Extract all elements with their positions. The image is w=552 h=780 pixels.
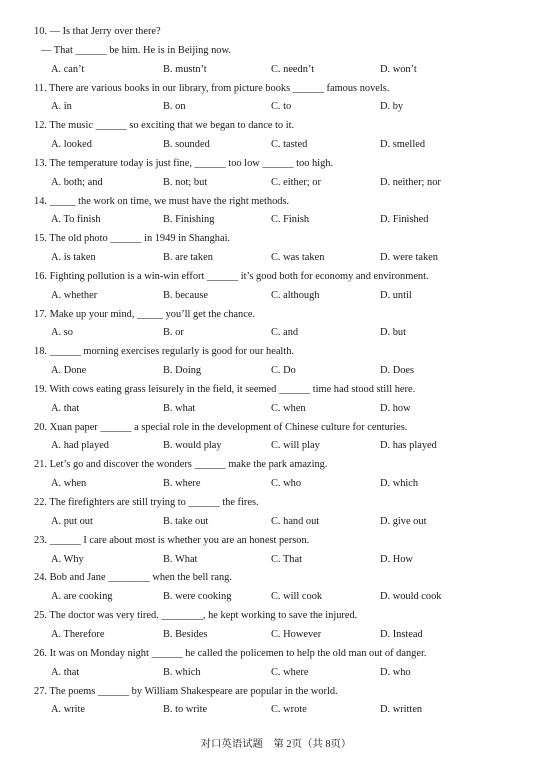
question-stem: 12. The music ______ so exciting that we began to dance to it. [34,120,295,132]
option-a: A. whether [51,289,98,301]
option-row [34,627,534,646]
option-a: A. put out [51,515,93,527]
question-23 [34,533,534,571]
option-c: C. who [271,478,302,490]
question-stem: 16. Fighting pollution is a win-win effort ______ it’s good both for economy and environment. [34,270,429,282]
option-b: B. Doing [163,365,202,377]
option-a: A. To finish [51,214,101,226]
option-row [34,175,534,194]
question-22 [34,495,534,533]
option-b: B. to write [163,704,208,716]
option-row [34,438,534,457]
question-stem: 17. Make up your mind, _____ you’ll get the chance. [34,308,256,320]
option-c: C. will cook [271,591,323,603]
option-d: D. smelled [380,138,426,150]
option-b: B. not; but [163,176,208,188]
option-b: B. are taken [163,252,213,264]
option-a: A. both; and [51,176,103,188]
question-13 [34,156,534,194]
option-c: C. either; or [271,176,321,188]
option-b: B. where [163,478,201,490]
option-c: C. hand out [271,515,320,527]
option-c: C. However [271,628,322,640]
option-a: A. are cooking [51,591,113,603]
option-row [34,702,534,721]
option-d: D. How [380,553,413,565]
option-c: C. tasted [271,138,308,150]
option-d: D. how [380,402,411,414]
option-d: D. Instead [380,628,423,640]
option-c: C. to [271,101,292,113]
question-26 [34,646,534,684]
question-stem: 15. The old photo ______ in 1949 in Shanghai. [34,233,231,245]
option-row [34,514,534,533]
option-row [34,401,534,420]
option-a: A. had played [51,440,109,452]
question-10 [34,24,534,81]
option-b: B. sounded [163,138,210,150]
option-a: A. that [51,402,80,414]
option-c: C. where [271,666,309,678]
question-stem: 19. With cows eating grass leisurely in the field, it seemed ______ time had stood still here. [34,384,416,395]
option-a: A. so [51,327,73,339]
question-15 [34,231,534,269]
option-b: B. Besides [163,628,208,640]
option-b: B. which [163,666,201,678]
option-a: A. is taken [51,252,96,264]
option-c: C. needn’t [271,63,315,75]
option-row [34,589,534,608]
option-b: B. were cooking [163,591,232,603]
option-d: D. who [380,666,411,678]
option-d: D. by [380,101,404,113]
page-footer: 对口英语试题 第 2页（共 8页） [200,739,352,750]
question-12 [34,118,534,156]
option-b: B. would play [163,440,222,452]
question-stem: 22. The firefighters are still trying to ______ the fires. [34,497,259,509]
option-row [34,99,534,118]
question-21 [34,457,534,495]
option-row [34,137,534,156]
option-c: C. That [271,553,302,565]
option-d: D. Does [380,365,415,377]
option-b: B. what [163,402,196,414]
question-19 [34,382,534,420]
question-stem: 27. The poems ______ by William Shakespeare are popular in the world. [34,685,338,697]
option-d: D. were taken [380,252,438,264]
question-stem: 24. Bob and Jane ________ when the bell rang. [34,572,232,584]
question-14 [34,194,534,232]
option-d: D. has played [380,440,437,452]
question-stem: 10. — Is that Jerry over there? [34,26,161,37]
option-d: D. but [380,327,406,339]
option-row [34,325,534,344]
question-27 [34,684,534,722]
option-row [34,288,534,307]
question-list [34,24,534,721]
option-c: C. Finish [271,214,310,226]
option-c: C. Do [271,365,296,377]
option-row [34,552,534,571]
option-b: B. mustn’t [163,63,207,75]
option-a: A. Done [51,365,87,377]
option-a: A. that [51,666,80,678]
question-25 [34,608,534,646]
question-17 [34,307,534,345]
question-11 [34,81,534,119]
option-b: B. take out [163,515,209,527]
option-row [34,363,534,382]
option-a: A. looked [51,138,92,150]
option-d: D. until [380,289,412,301]
option-d: D. neither; nor [380,176,441,188]
question-16 [34,269,534,307]
option-b: B. on [163,101,186,113]
option-a: A. when [51,478,87,490]
option-d: D. written [380,704,423,716]
option-b: B. What [163,553,198,565]
question-stem: 20. Xuan paper ______ a special role in the development of Chinese culture for centuries. [34,421,408,433]
option-c: C. although [271,289,320,301]
option-c: C. and [271,327,299,339]
option-a: A. Therefore [51,628,105,640]
option-b: B. Finishing [163,214,215,226]
option-c: C. will play [271,440,320,452]
option-row [34,250,534,269]
question-stem: 18. ______ morning exercises regularly is good for our health. [34,346,294,358]
option-a: A. can’t [51,63,85,75]
question-stem-reply: — That ______ be him. He is in Beijing now. [41,44,231,56]
question-stem: 23. ______ I care about most is whether you are an honest person. [34,534,310,546]
question-20 [34,420,534,458]
option-a: A. in [51,101,72,113]
option-a: A. write [51,704,86,716]
option-c: C. was taken [271,252,325,264]
option-d: D. give out [380,515,427,527]
option-d: D. would cook [380,591,442,603]
option-row [34,665,534,684]
question-stem: 21. Let’s go and discover the wonders ______ make the park amazing. [34,459,328,471]
option-d: D. won’t [380,63,417,75]
question-stem: 26. It was on Monday night ______ he called the policemen to help the old man out of danger. [34,647,427,659]
option-d: D. Finished [380,214,429,226]
question-stem: 14. _____ the work on time, we must have the right methods. [34,195,290,207]
option-b: B. or [163,327,184,339]
option-a: A. Why [51,553,84,565]
option-c: C. wrote [271,704,307,716]
question-24 [34,570,534,608]
question-stem: 11. There are various books in our library, from picture books ______ famous novels. [34,82,390,94]
question-stem: 25. The doctor was very tired. ________, he kept working to save the injured. [34,610,358,622]
option-row [34,212,534,231]
option-c: C. when [271,402,306,414]
option-d: D. which [380,478,419,490]
option-row [34,62,534,81]
option-row [34,476,534,495]
question-18 [34,344,534,382]
option-b: B. because [163,289,209,301]
question-stem: 13. The temperature today is just fine, ______ too low ______ too high. [34,157,334,169]
